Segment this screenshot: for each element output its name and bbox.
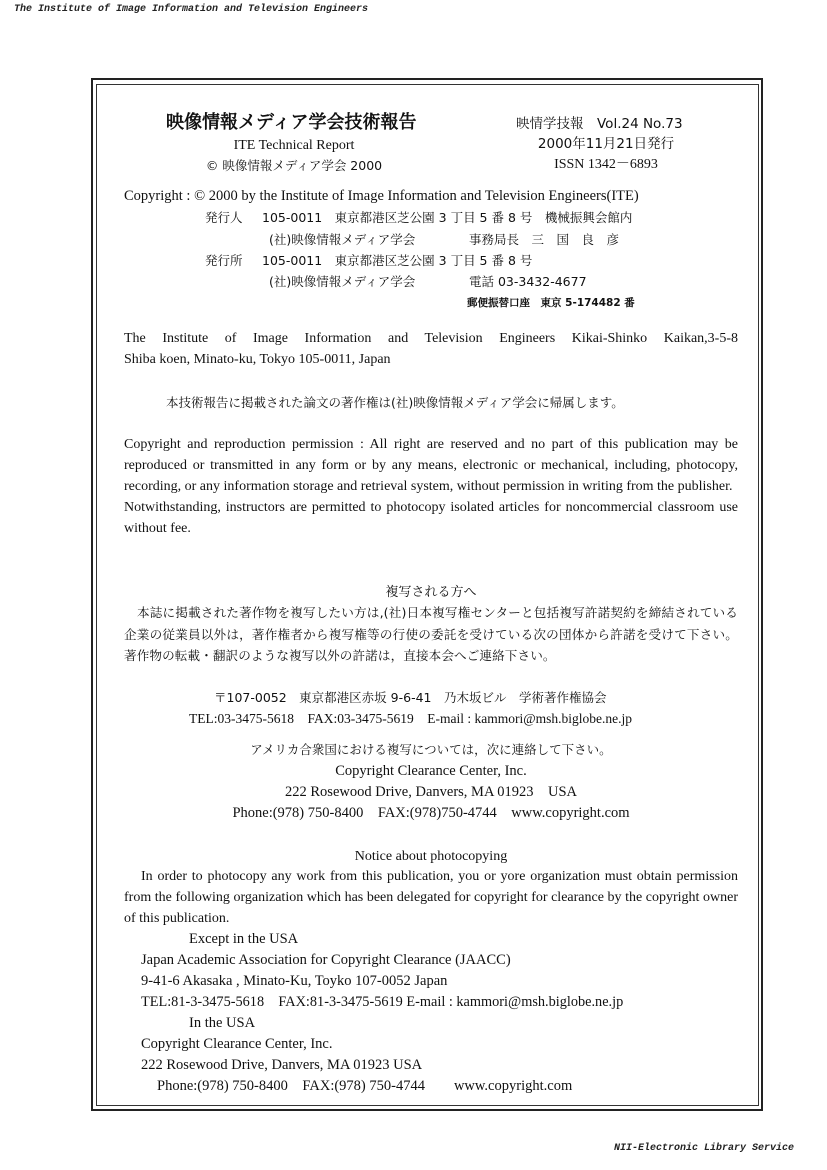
notice-body: In order to photocopy any work from this publication, you or yore organization must obtain permission from the following organization which has been delegated for copyright for clearance by the copyright owner of this publication. (124, 869, 738, 926)
copy-heading-jp: 複写される方へ (385, 585, 477, 600)
page-footer: NII-Electronic Library Service (614, 1143, 795, 1154)
page-header: The Institute of Image Information and Television Engineers (14, 4, 369, 15)
copyright-line: Copyright : © 2000 by the Institute of Image Information and Television Engineers(ITE) (124, 188, 639, 204)
ccc-name-2: Copyright Clearance Center, Inc. (141, 1036, 333, 1052)
ccc-address-1: 222 Rosewood Drive, Danvers, MA 01923 USA (285, 784, 577, 800)
report-copyright-jp: © 映像情報メディア学会 2000 (205, 158, 383, 173)
ownership-notice-jp: 本技術報告に掲載された論文の著作権は(社)映像情報メディア学会に帰属します。 (166, 395, 624, 410)
jrrc-contact: TEL:03-3475-5618 FAX:03-3475-5619 E-mail : kammori@msh.biglobe.ne.jp (189, 711, 633, 726)
jaacc-name: Japan Academic Association for Copyright Clearance (JAACC) (141, 952, 511, 968)
office-phone: 電話 03-3432-4677 (469, 274, 587, 289)
permission-block (124, 434, 738, 539)
ccc-name-1: Copyright Clearance Center, Inc. (335, 763, 527, 779)
address-en-line2: Shiba koen, Minato-ku, Tokyo 105-0011, Japan (124, 352, 391, 367)
journal-volume: 映情学技報 Vol.24 No.73 (516, 116, 683, 132)
issuer-person: 事務局長 三 国 良 彦 (469, 232, 620, 247)
report-title-jp: 映像情報メディア学会技術報告 (166, 112, 417, 133)
jrrc-address: 〒107-0052 東京都港区赤坂 9-6-41 乃木坂ビル 学術著作権協会 (214, 690, 607, 705)
in-usa-label: In the USA (189, 1015, 256, 1031)
office-org: (社)映像情報メディア学会 (269, 274, 416, 289)
issuer-address: 105-0011 東京都港区芝公園 3 丁目 5 番 8 号 機械振興会館内 (262, 210, 633, 225)
issue-date: 2000年11月21日発行 (537, 136, 675, 152)
report-title-en: ITE Technical Report (233, 138, 355, 153)
permission-para1: Copyright and reproduction permission : All right are reserved and no part of this publication may be reproduced or transmitted in any form or by any means, electronic or mechanical, including, photocopy, recording, or any information storage and retrieval system, without permission in writing from the publisher. (124, 437, 738, 494)
office-address: 105-0011 東京都港区芝公園 3 丁目 5 番 8 号 (262, 253, 533, 268)
except-usa-label: Except in the USA (189, 931, 299, 947)
address-en-line1: The Institute of Image Information and Television Engineers Kikai-Shinko Kaikan,3-5-8 (124, 331, 738, 346)
issuer-label: 発行人 (205, 210, 243, 225)
postal-transfer: 郵便振替口座 東京 5-174482 番 (467, 297, 635, 309)
copy-body-jp: 本誌に掲載された著作物を複写したい方は,(社)日本複写権センターと包括複写許諾契約を締結されている企業の従業員以外は，著作権者から複写権等の行使の委託を受けている次の団体から許諾を受けて下さい。著作物の転載・翻訳のような複写以外の許諾は，直接本会へご連絡下さい。 (124, 605, 738, 663)
notice-heading: Notice about photocopying (354, 849, 508, 864)
office-label: 発行所 (205, 253, 243, 268)
issuer-org: (社)映像情報メディア学会 (269, 232, 416, 247)
permission-para2: Notwithstanding, instructors are permitted to photocopy isolated articles for noncommercial classroom use without fee. (124, 500, 738, 536)
ccc-contact-2: Phone:(978) 750-8400 FAX:(978) 750-4744 www.copyright.com (157, 1078, 573, 1094)
jaacc-address: 9-41-6 Akasaka , Minato-Ku, Toyko 107-0052 Japan (141, 973, 448, 989)
ccc-address-2: 222 Rosewood Drive, Danvers, MA 01923 USA (141, 1057, 423, 1073)
ccc-contact-1: Phone:(978) 750-8400 FAX:(978)750-4744 www.copyright.com (232, 805, 630, 821)
jaacc-contact: TEL:81-3-3475-5618 FAX:81-3-3475-5619 E-mail : kammori@msh.biglobe.ne.jp (141, 994, 624, 1010)
usa-note-jp: アメリカ合衆国における複写については，次に連絡して下さい。 (250, 742, 612, 757)
issn: ISSN 1342－6893 (554, 157, 658, 172)
